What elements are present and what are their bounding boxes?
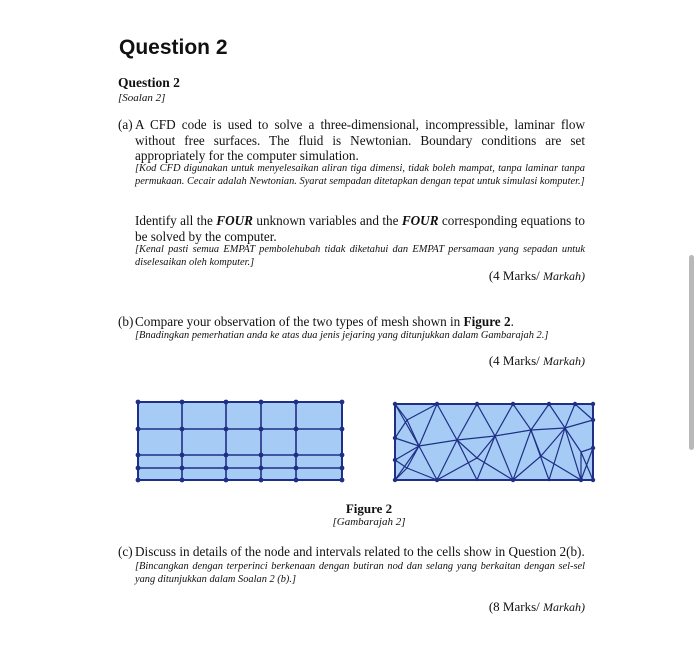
- part-b-text-ms: [Bnadingkan pemerhatian anda ke atas dua jenis jejaring yang ditunjukkan dalam Gambarajah 2.]: [135, 330, 549, 341]
- part-c-label: (c): [118, 544, 133, 559]
- part-b-label: (b): [118, 314, 134, 329]
- part-a-marks: (4 Marks/ Markah): [488, 268, 585, 283]
- part-a-text: A CFD code is used to solve a three-dimensional, incompressible, laminar flow without free surfaces. The fluid is Newtonian. Boundary conditions are set appropriately for the computer simulation.: [135, 117, 585, 163]
- page-title: Question 2: [119, 36, 228, 59]
- unstructured-mesh-figure: [391, 400, 597, 484]
- part-c-text-ms: [Bincangkan dengan terperinci berkenaan dengan butiran nod dan selang yang berkaitan dengan sel-sel yang ditunjukkan dalam Soalan 2 (b).]: [135, 561, 585, 585]
- part-c-marks: (8 Marks/ Markah): [488, 599, 585, 614]
- question-label: Question 2: [118, 75, 180, 90]
- part-a-label: (a): [118, 117, 133, 132]
- part-a-instruction-ms: [Kenal pasti semua EMPAT pembolehubah tidak diketahui dan EMPAT persamaan yang sepadan untuk diselesaikan oleh komputer.]: [135, 244, 585, 268]
- scrollbar-thumb[interactable]: [689, 255, 694, 450]
- structured-mesh-figure: [134, 398, 346, 484]
- question-label-ms: [Soalan 2]: [118, 92, 166, 104]
- part-b-marks: (4 Marks/ Markah): [488, 353, 585, 368]
- part-c-text: Discuss in details of the node and intervals related to the cells show in Question 2(b).: [135, 544, 585, 559]
- part-a-instruction: Identify all the FOUR unknown variables and the FOUR corresponding equations to be solved by the computer.: [135, 213, 585, 244]
- figure-caption: Figure 2: [345, 501, 393, 516]
- part-a-text-ms: [Kod CFD digunakan untuk menyelesaikan aliran tiga dimensi, tidak boleh mampat, tanpa laminar tanpa permukaan. Cecair adalah Newtonian. Syarat sempadan ditetapkan dengan tepat untuk simulasi komputer.]: [135, 163, 585, 187]
- figure-caption-ms: [Gambarajah 2]: [332, 516, 406, 528]
- part-b-text: Compare your observation of the two types of mesh shown in Figure 2.: [135, 314, 514, 329]
